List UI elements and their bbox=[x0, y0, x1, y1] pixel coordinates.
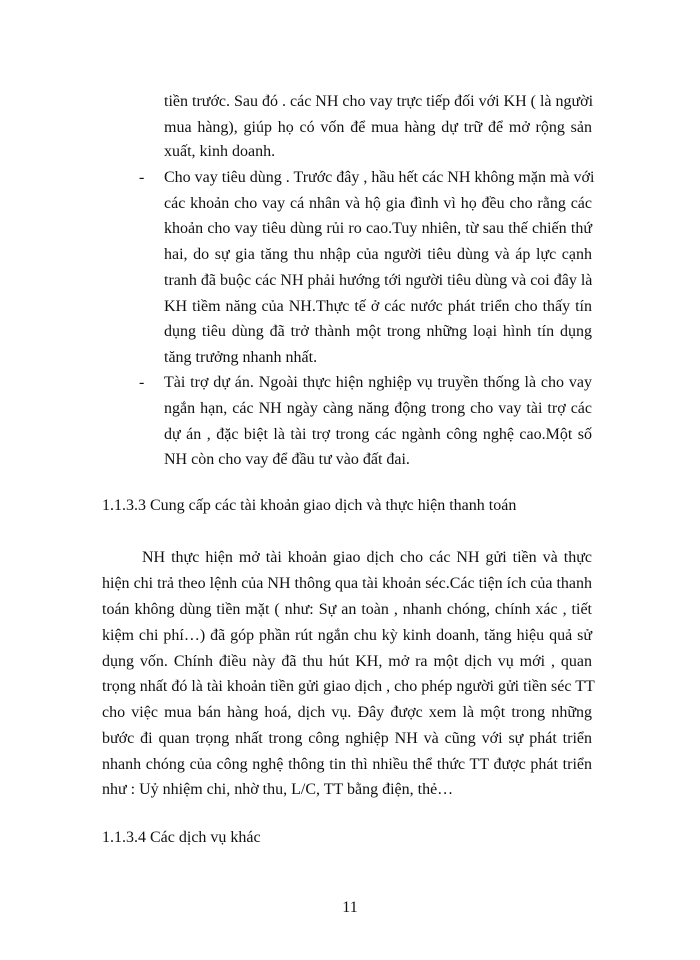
text-line: toán không dùng tiền mặt ( như: Sự an toàn , nhanh chóng, chính xác , tiết bbox=[102, 601, 592, 618]
text-line: khoản cho vay tiêu dùng rủi ro cao.Tuy nhiên, từ sau thế chiến thứ bbox=[164, 220, 592, 237]
bullet-dash: - bbox=[139, 169, 145, 186]
text-line: dự án , đặc biệt là tài trợ trong các ngành công nghệ cao.Một số bbox=[164, 426, 592, 443]
text-line: hiện chi trả theo lệnh của NH thông qua tài khoản séc.Các tiện ích của thanh bbox=[102, 575, 592, 592]
text-line: NH thực hiện mở tài khoản giao dịch cho các NH gửi tiền và thực bbox=[142, 549, 592, 566]
text-line: trọng nhất đó là tài khoản tiền gửi giao dịch , cho phép người gửi tiền séc TT bbox=[102, 678, 595, 695]
bullet-dash: - bbox=[139, 374, 145, 391]
text-line: bước đi quan trọng nhất trong công nghiệp NH và cũng với sự phát triển bbox=[102, 730, 592, 747]
text-line: các khoản cho vay cá nhân và hộ gia đình vì họ đều cho rằng các bbox=[164, 195, 592, 212]
text-line: tranh đã buộc các NH phải hướng tới người tiêu dùng và coi đây là bbox=[164, 272, 593, 289]
text-line: mua hàng), giúp họ có vốn để mua hàng dự trữ để mở rộng sản bbox=[164, 119, 592, 136]
text-line: dụng tiêu dùng đã trở thành một trong những loại hình tín dụng bbox=[164, 323, 592, 340]
text-line: tiền trước. Sau đó . các NH cho vay trực tiếp đối với KH ( là người bbox=[164, 93, 594, 110]
page-number: 11 bbox=[342, 899, 358, 916]
text-line: xuất, kinh doanh. bbox=[164, 143, 276, 160]
section-heading-1134: 1.1.3.4 Các dịch vụ khác bbox=[102, 829, 261, 846]
text-line: tăng trưởng nhanh nhất. bbox=[164, 349, 318, 366]
text-line: Cho vay tiêu dùng . Trước đây , hầu hết các NH không mặn mà với bbox=[164, 169, 595, 186]
text-line: ngắn hạn, các NH ngày càng năng động trong cho vay tài trợ các bbox=[164, 400, 592, 417]
text-line: như : Uỷ nhiệm chi, nhờ thu, L/C, TT bằng điện, thẻ… bbox=[102, 781, 454, 798]
text-line: kiệm chi phí…) đã góp phần rút ngắn chu kỳ kinh doanh, tăng hiệu quả sử bbox=[102, 627, 592, 644]
text-line: hai, do sự gia tăng thu nhập của người tiêu dùng và áp lực cạnh bbox=[164, 246, 592, 263]
text-line: nhanh chóng của công nghệ thông tin thì nhiều thể thức TT được phát triển bbox=[102, 756, 592, 773]
text-line: Tài trợ dự án. Ngoài thực hiện nghiệp vụ truyền thống là cho vay bbox=[164, 374, 592, 391]
text-line: NH còn cho vay để đầu tư vào đất đai. bbox=[164, 451, 410, 468]
section-heading-1133: 1.1.3.3 Cung cấp các tài khoản giao dịch và thực hiện thanh toán bbox=[102, 497, 517, 514]
text-line: KH tiềm năng của NH.Thực tế ở các nước phát triển cho thấy tín bbox=[164, 298, 592, 315]
text-line: cho việc mua bán hàng hoá, dịch vụ. Đây được xem là một trong những bbox=[102, 704, 592, 721]
text-line: dụng vốn. Chính điều này đã thu hút KH, mở ra một dịch vụ mới , quan bbox=[102, 653, 592, 670]
